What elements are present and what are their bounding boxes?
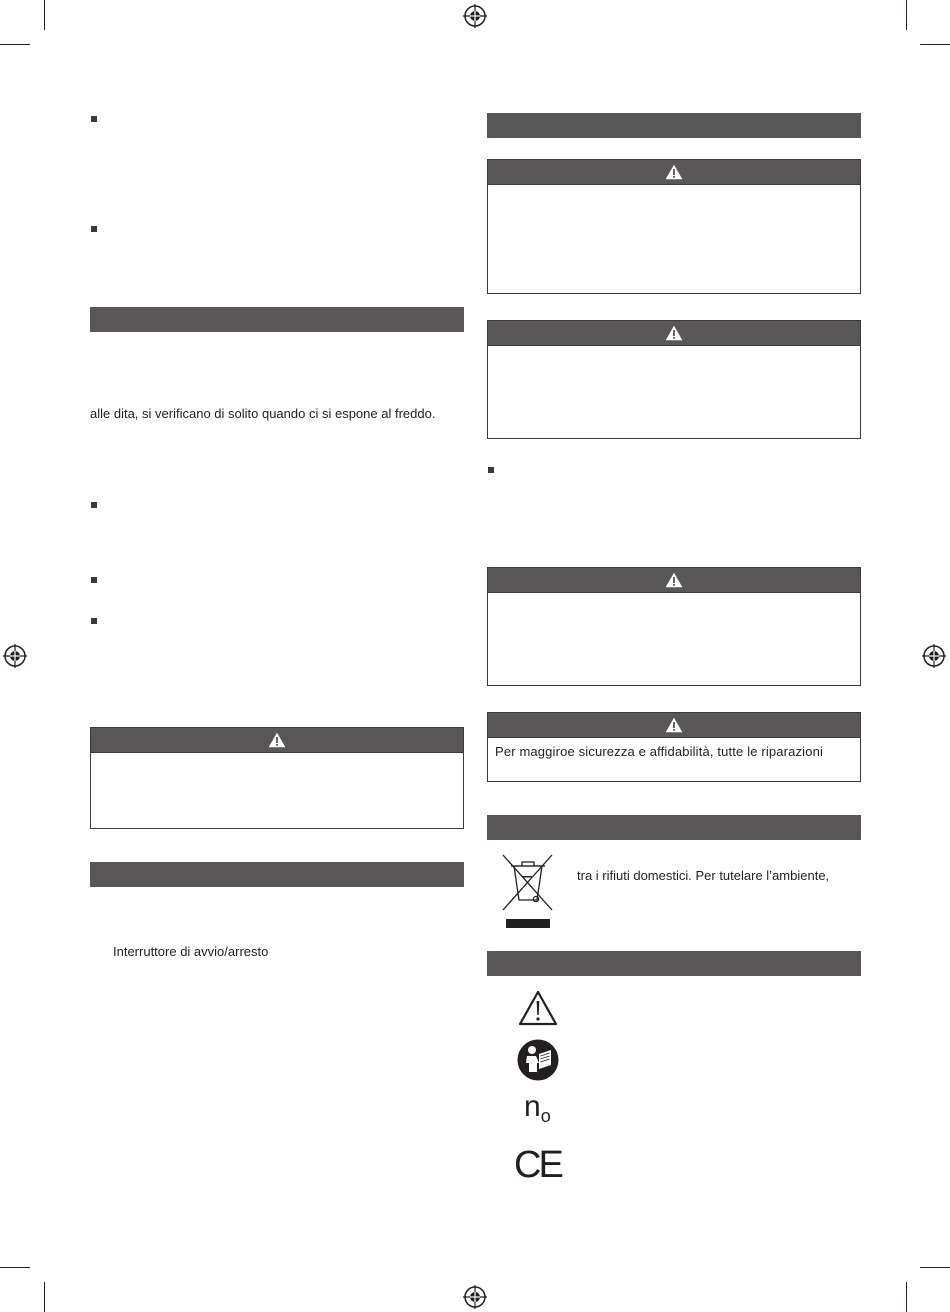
warning-header	[488, 321, 860, 346]
crop-mark	[906, 1282, 907, 1312]
bullet-marker	[91, 618, 97, 624]
crop-mark	[920, 44, 950, 45]
warning-triangle-icon	[517, 989, 559, 1027]
repairs-warning-text: Per maggiroe sicurezza e affidabilità, tutte le riparazioni	[495, 744, 823, 759]
crop-mark	[0, 44, 30, 45]
crop-mark	[44, 1282, 45, 1312]
warning-box	[487, 712, 861, 782]
warning-header	[91, 728, 463, 753]
cold-exposure-text: alle dita, si verificano di solito quando ci si espone al freddo.	[90, 406, 436, 421]
warning-header	[488, 713, 860, 738]
warning-header	[488, 160, 860, 185]
no-load-speed-subscript: o	[540, 1106, 551, 1126]
read-manual-icon	[517, 1039, 559, 1081]
bullet-marker	[91, 226, 97, 232]
parts-list-item: Interruttore di avvio/arresto	[113, 944, 269, 959]
ce-mark	[514, 1145, 562, 1185]
crossed-out-wheelie-bin-icon	[500, 852, 556, 930]
no-load-speed-n: n	[524, 1090, 541, 1123]
warning-triangle-icon	[665, 164, 683, 180]
warning-triangle-icon	[665, 572, 683, 588]
bullet-marker	[91, 116, 97, 122]
crop-mark	[44, 0, 45, 30]
no-load-speed-symbol	[524, 1092, 551, 1132]
section-header-bar	[90, 307, 464, 332]
registration-mark-icon	[3, 644, 27, 668]
registration-mark-icon	[922, 644, 946, 668]
registration-mark-icon	[463, 4, 487, 28]
section-header-bar	[487, 113, 861, 138]
warning-box	[487, 567, 861, 686]
ce-mark-text: CE	[514, 1144, 561, 1186]
warning-triangle-icon	[665, 717, 683, 733]
crop-mark	[0, 1267, 30, 1268]
warning-triangle-icon	[665, 325, 683, 341]
warning-header	[488, 568, 860, 593]
section-header-bar	[487, 815, 861, 840]
bullet-marker	[488, 467, 494, 473]
warning-box	[487, 320, 861, 439]
section-header-bar	[90, 862, 464, 887]
registration-mark-icon	[463, 1285, 487, 1309]
bullet-marker	[91, 502, 97, 508]
crop-mark	[920, 1267, 950, 1268]
warning-triangle-icon	[268, 732, 286, 748]
disposal-text: tra i rifiuti domestici. Per tutelare l’ambiente,	[577, 868, 830, 883]
bullet-marker	[91, 577, 97, 583]
crop-mark	[906, 0, 907, 30]
warning-box	[90, 727, 464, 829]
warning-box	[487, 159, 861, 294]
section-header-bar	[487, 951, 861, 976]
